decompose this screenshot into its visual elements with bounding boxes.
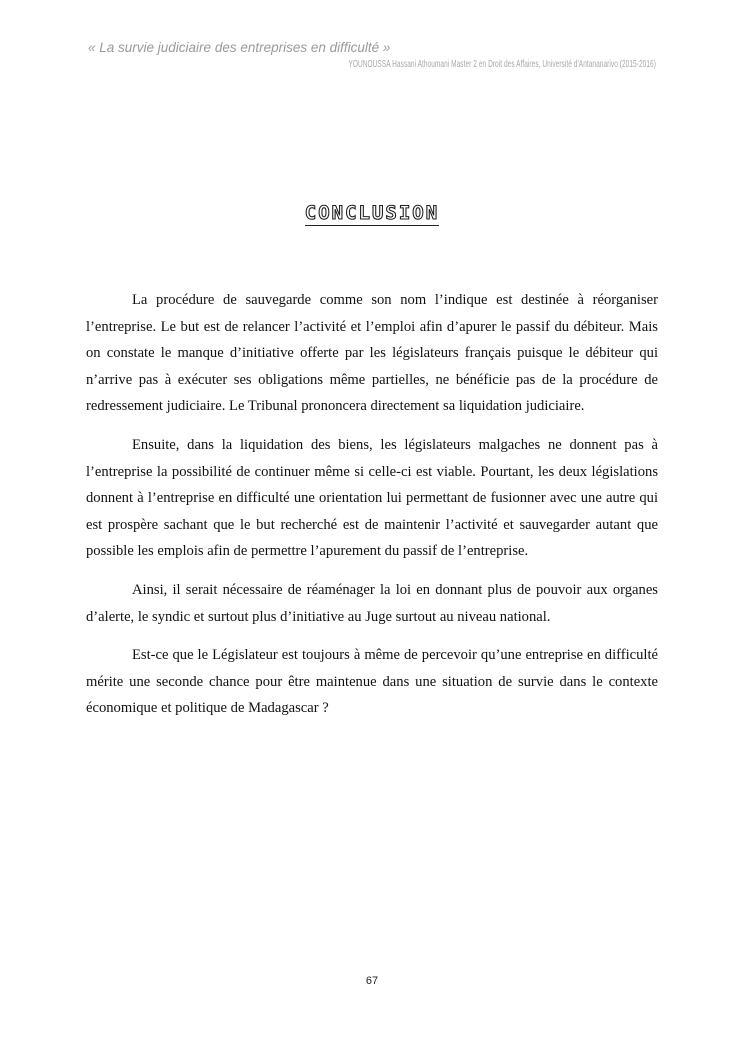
section-heading bbox=[0, 202, 744, 224]
running-header-author: YOUNOUSSA Hassani Athoumani Master 2 en Droit des Affaires, Université d'Antananarivo (2015-2016) bbox=[348, 58, 656, 70]
body-text bbox=[86, 287, 658, 734]
running-header-title: « La survie judiciaire des entreprises en difficulté » bbox=[88, 40, 391, 55]
section-heading-text: CONCLUSION bbox=[304, 202, 440, 224]
paragraph-1: La procédure de sauvegarde comme son nom l’indique est destinée à réorganiser l’entreprise. Le but est de relancer l’activité et l’emploi afin d’apurer le passif du débiteur. Mais on constate le manque d’initiative offerte par les législateurs français puisque le débiteur qui n’arrive pas à exécuter ses obligations même partielles, ne bénéficie pas de la procédure de redressement judiciaire. Le Tribunal prononcera directement sa liquidation judiciaire. bbox=[86, 292, 658, 415]
page-number: 67 bbox=[365, 975, 379, 987]
paragraph-2: Ensuite, dans la liquidation des biens, les législateurs malgaches ne donnent pas à l’entreprise la possibilité de continuer même si celle-ci est viable. Pourtant, les deux législations donnent à l’entreprise en difficulté une orientation lui permettant de fusionner avec une autre qui est prospère sachant que le but recherché est de maintenir l’activité et sauvegarder autant que possible les emplois afin de permettre l’apurement du passif de l’entreprise. bbox=[86, 436, 658, 560]
paragraph-3: Ainsi, il serait nécessaire de réaménager la loi en donnant plus de pouvoir aux organes d’alerte, le syndic et surtout plus d’initiative au Juge surtout au niveau national. bbox=[86, 581, 658, 625]
paragraph-4: Est-ce que le Législateur est toujours à même de percevoir qu’une entreprise en difficulté mérite une seconde chance pour être maintenue dans une situation de survie dans le contexte économique et politique de Madagascar ? bbox=[86, 647, 658, 717]
